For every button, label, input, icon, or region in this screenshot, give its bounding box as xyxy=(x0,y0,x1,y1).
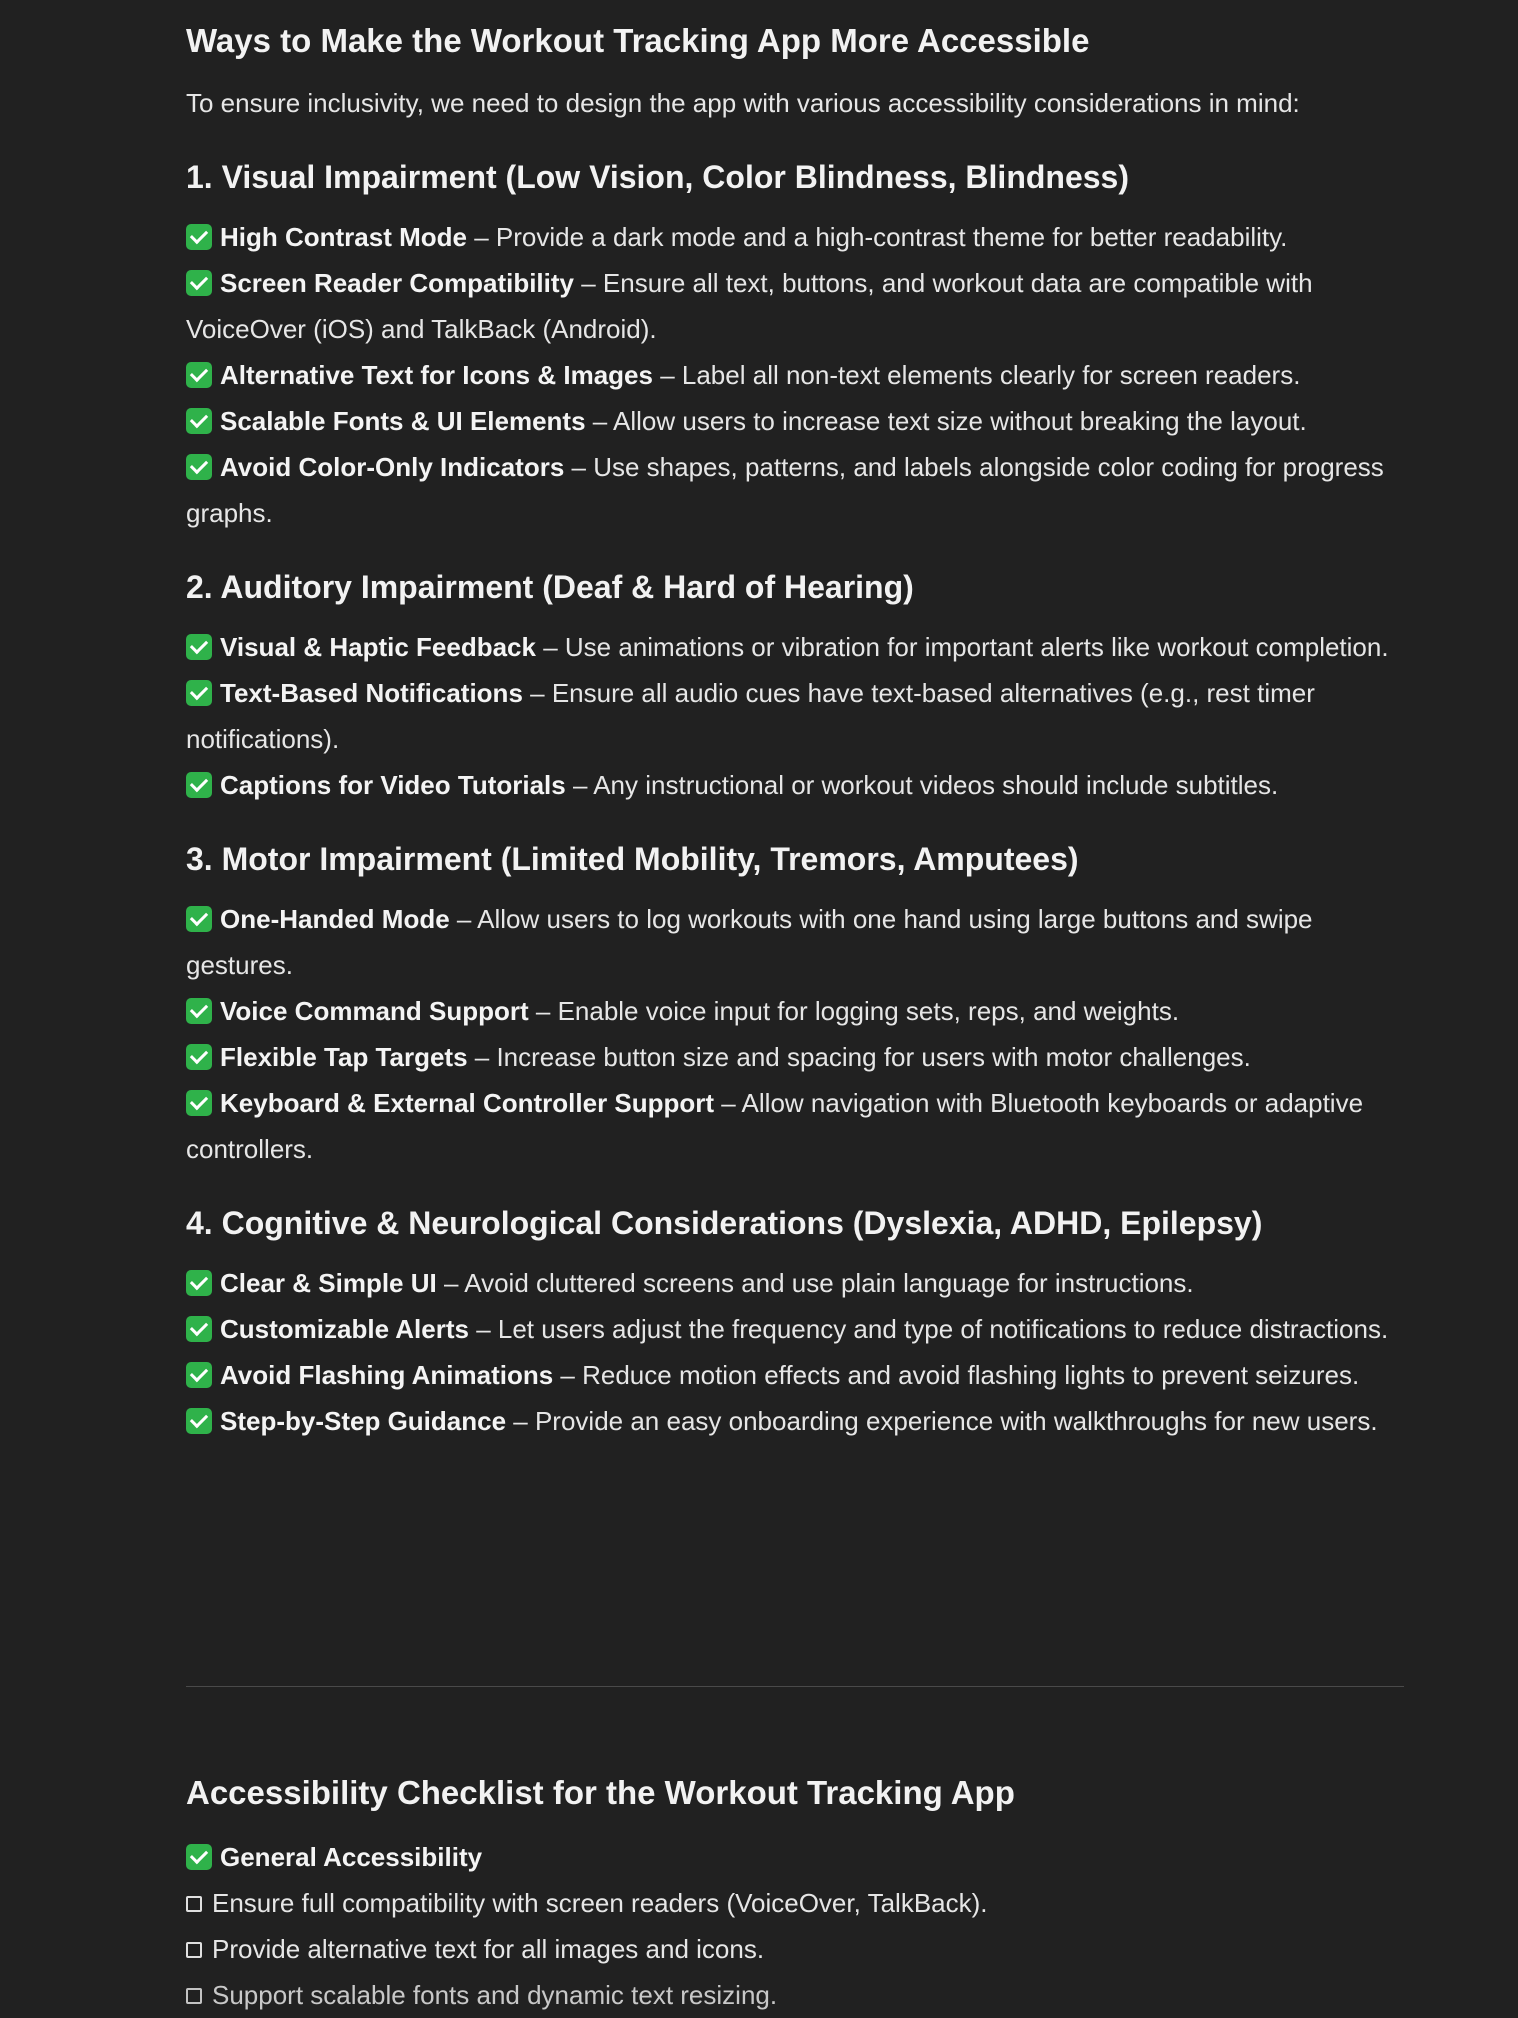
list-item xyxy=(186,1034,1406,1080)
list-item xyxy=(186,762,1406,808)
check-mark-icon xyxy=(186,270,212,296)
check-mark-icon xyxy=(186,998,212,1024)
list-item xyxy=(186,896,1406,988)
item-text: – Allow users to log workouts with one hand using large buttons and swipe gestures. xyxy=(186,904,1313,980)
section-cognitive-neurological xyxy=(186,1200,1406,1444)
checklist-item-text: Support scalable fonts and dynamic text resizing. xyxy=(212,1980,778,2010)
check-mark-icon xyxy=(186,224,212,250)
item-text: – Use shapes, patterns, and labels alongside color coding for progress graphs. xyxy=(186,452,1384,528)
section-heading: 3. Motor Impairment (Limited Mobility, Tremors, Amputees) xyxy=(186,841,1079,877)
item-label: Customizable Alerts xyxy=(220,1314,469,1344)
checklist-item-text: Ensure full compatibility with screen readers (VoiceOver, TalkBack). xyxy=(212,1888,988,1918)
item-text: – Allow navigation with Bluetooth keyboards or adaptive controllers. xyxy=(186,1088,1364,1164)
list-item xyxy=(186,670,1406,762)
item-label: Avoid Flashing Animations xyxy=(220,1360,554,1390)
item-label: Screen Reader Compatibility xyxy=(220,268,574,298)
list-item xyxy=(186,1352,1406,1398)
list-item xyxy=(186,214,1406,260)
item-text: – Reduce motion effects and avoid flashing lights to prevent seizures. xyxy=(553,1360,1360,1390)
list-item xyxy=(186,1080,1406,1172)
list-item xyxy=(186,1398,1406,1444)
list-item xyxy=(186,352,1406,398)
checkbox-icon xyxy=(186,1988,202,2004)
item-label: Visual & Haptic Feedback xyxy=(220,632,536,662)
horizontal-divider xyxy=(186,1686,1404,1687)
item-text: – Enable voice input for logging sets, reps, and weights. xyxy=(528,996,1180,1026)
item-text: – Label all non-text elements clearly for screen readers. xyxy=(652,360,1301,390)
item-text: – Allow users to increase text size without breaking the layout. xyxy=(585,406,1307,436)
check-mark-icon xyxy=(186,906,212,932)
section-visual-impairment xyxy=(186,154,1406,536)
list-item xyxy=(186,1260,1406,1306)
section-auditory-impairment xyxy=(186,564,1406,808)
checklist-item-text: Provide alternative text for all images and icons. xyxy=(212,1934,765,1964)
checkbox-icon xyxy=(186,1896,202,1912)
section-heading: 1. Visual Impairment (Low Vision, Color Blindness, Blindness) xyxy=(186,159,1129,195)
list-item xyxy=(186,1306,1406,1352)
check-mark-icon xyxy=(186,634,212,660)
section-heading: 4. Cognitive & Neurological Considerations (Dyslexia, ADHD, Epilepsy) xyxy=(186,1205,1263,1241)
check-mark-icon xyxy=(186,362,212,388)
check-mark-icon xyxy=(186,1270,212,1296)
item-label: Keyboard & External Controller Support xyxy=(220,1088,715,1118)
check-mark-icon xyxy=(186,1044,212,1070)
checklist-item xyxy=(186,1972,1406,2018)
article xyxy=(186,0,1406,1444)
item-label: Scalable Fonts & UI Elements xyxy=(220,406,586,436)
item-label: Step-by-Step Guidance xyxy=(220,1406,507,1436)
item-text: – Ensure all audio cues have text-based alternatives (e.g., rest timer notifications). xyxy=(186,678,1315,754)
item-label: Voice Command Support xyxy=(220,996,529,1026)
section-heading: 2. Auditory Impairment (Deaf & Hard of Hearing) xyxy=(186,569,914,605)
list-item xyxy=(186,624,1406,670)
checkbox-icon xyxy=(186,1942,202,1958)
checklist-item xyxy=(186,1880,1406,1926)
item-label: High Contrast Mode xyxy=(220,222,467,252)
intro-paragraph: To ensure inclusivity, we need to design the app with various accessibility considerations in mind: xyxy=(186,88,1300,118)
check-mark-icon xyxy=(186,1408,212,1434)
list-item xyxy=(186,260,1406,352)
check-mark-icon xyxy=(186,454,212,480)
check-mark-icon xyxy=(186,680,212,706)
group-label: General Accessibility xyxy=(220,1842,483,1872)
list-item xyxy=(186,398,1406,444)
check-mark-icon xyxy=(186,1844,212,1870)
check-mark-icon xyxy=(186,408,212,434)
accessibility-checklist xyxy=(186,1770,1406,2018)
item-label: Alternative Text for Icons & Images xyxy=(220,360,653,390)
check-mark-icon xyxy=(186,1090,212,1116)
list-item xyxy=(186,444,1406,536)
item-text: – Provide a dark mode and a high-contrast theme for better readability. xyxy=(467,222,1288,252)
check-mark-icon xyxy=(186,1316,212,1342)
list-item xyxy=(186,988,1406,1034)
item-text: – Increase button size and spacing for users with motor challenges. xyxy=(467,1042,1251,1072)
item-label: Captions for Video Tutorials xyxy=(220,770,566,800)
item-label: Text-Based Notifications xyxy=(220,678,523,708)
page-title: Ways to Make the Workout Tracking App More Accessible xyxy=(186,22,1090,59)
item-text: – Provide an easy onboarding experience with walkthroughs for new users. xyxy=(506,1406,1378,1436)
checklist-group-heading xyxy=(186,1834,1406,1880)
item-label: One-Handed Mode xyxy=(220,904,450,934)
item-text: – Use animations or vibration for important alerts like workout completion. xyxy=(535,632,1389,662)
item-label: Avoid Color-Only Indicators xyxy=(220,452,565,482)
item-text: – Any instructional or workout videos should include subtitles. xyxy=(565,770,1279,800)
item-text: – Ensure all text, buttons, and workout data are compatible with VoiceOver (iOS) and TalkBack (Android). xyxy=(186,268,1313,344)
check-mark-icon xyxy=(186,1362,212,1388)
item-label: Flexible Tap Targets xyxy=(220,1042,468,1072)
item-text: – Let users adjust the frequency and type of notifications to reduce distractions. xyxy=(468,1314,1389,1344)
checklist-item xyxy=(186,1926,1406,1972)
item-text: – Avoid cluttered screens and use plain language for instructions. xyxy=(436,1268,1194,1298)
section-motor-impairment xyxy=(186,836,1406,1172)
item-label: Clear & Simple UI xyxy=(220,1268,437,1298)
checklist-title: Accessibility Checklist for the Workout Tracking App xyxy=(186,1774,1015,1811)
check-mark-icon xyxy=(186,772,212,798)
